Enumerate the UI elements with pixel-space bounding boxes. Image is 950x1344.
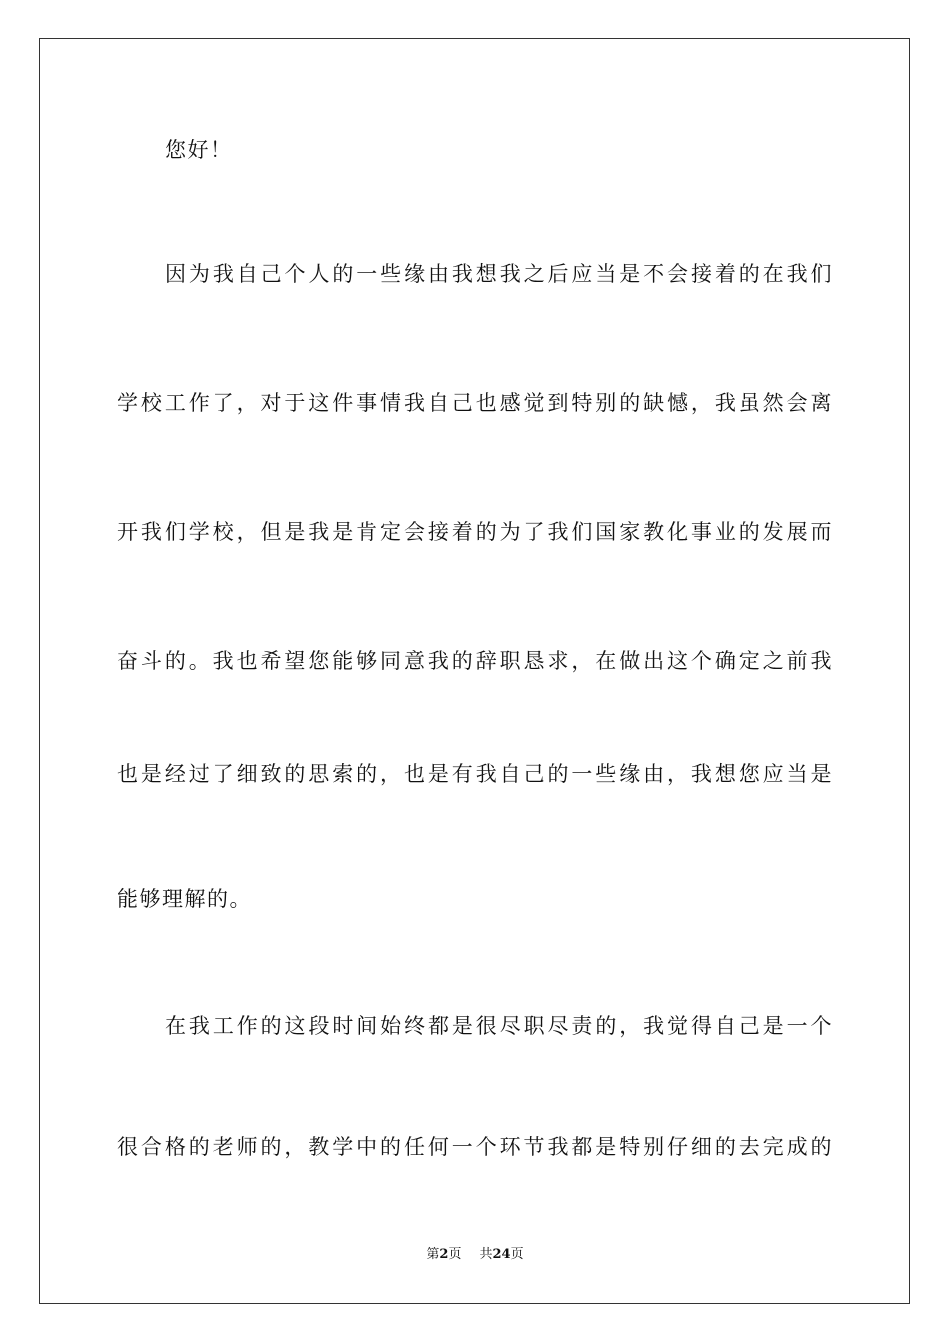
paragraph-1-line-2: 学校工作了，对于这件事情我自己也感觉到特别的缺憾，我虽然会离	[117, 391, 833, 415]
paragraph-2-line-2: 很合格的老师的，教学中的任何一个环节我都是特别仔细的去完成的	[117, 1135, 833, 1159]
paragraph-1-line-4: 奋斗的。我也希望您能够同意我的辞职恳求，在做出这个确定之前我	[117, 649, 833, 673]
paragraph-1-line-1: 因为我自己个人的一些缘由我想我之后应当是不会接着的在我们	[165, 262, 833, 286]
greeting-line: 您好！	[165, 138, 233, 162]
footer-total-prefix: 共	[479, 1247, 493, 1262]
paragraph-1-line-6: 能够理解的。	[117, 887, 252, 911]
page-footer	[0, 1246, 950, 1264]
paragraph-2-line-1: 在我工作的这段时间始终都是很尽职尽责的，我觉得自己是一个	[165, 1014, 833, 1038]
footer-page-current: 2	[439, 1247, 449, 1262]
paragraph-1-line-5: 也是经过了细致的思索的，也是有我自己的一些缘由，我想您应当是	[117, 762, 833, 786]
footer-page-prefix: 第	[426, 1247, 440, 1262]
footer-total-suffix: 页	[510, 1247, 524, 1262]
paragraph-1-line-3: 开我们学校，但是我是肯定会接着的为了我们国家教化事业的发展而	[117, 520, 833, 544]
footer-page-total: 24	[492, 1247, 511, 1262]
footer-page-suffix: 页	[448, 1247, 462, 1262]
